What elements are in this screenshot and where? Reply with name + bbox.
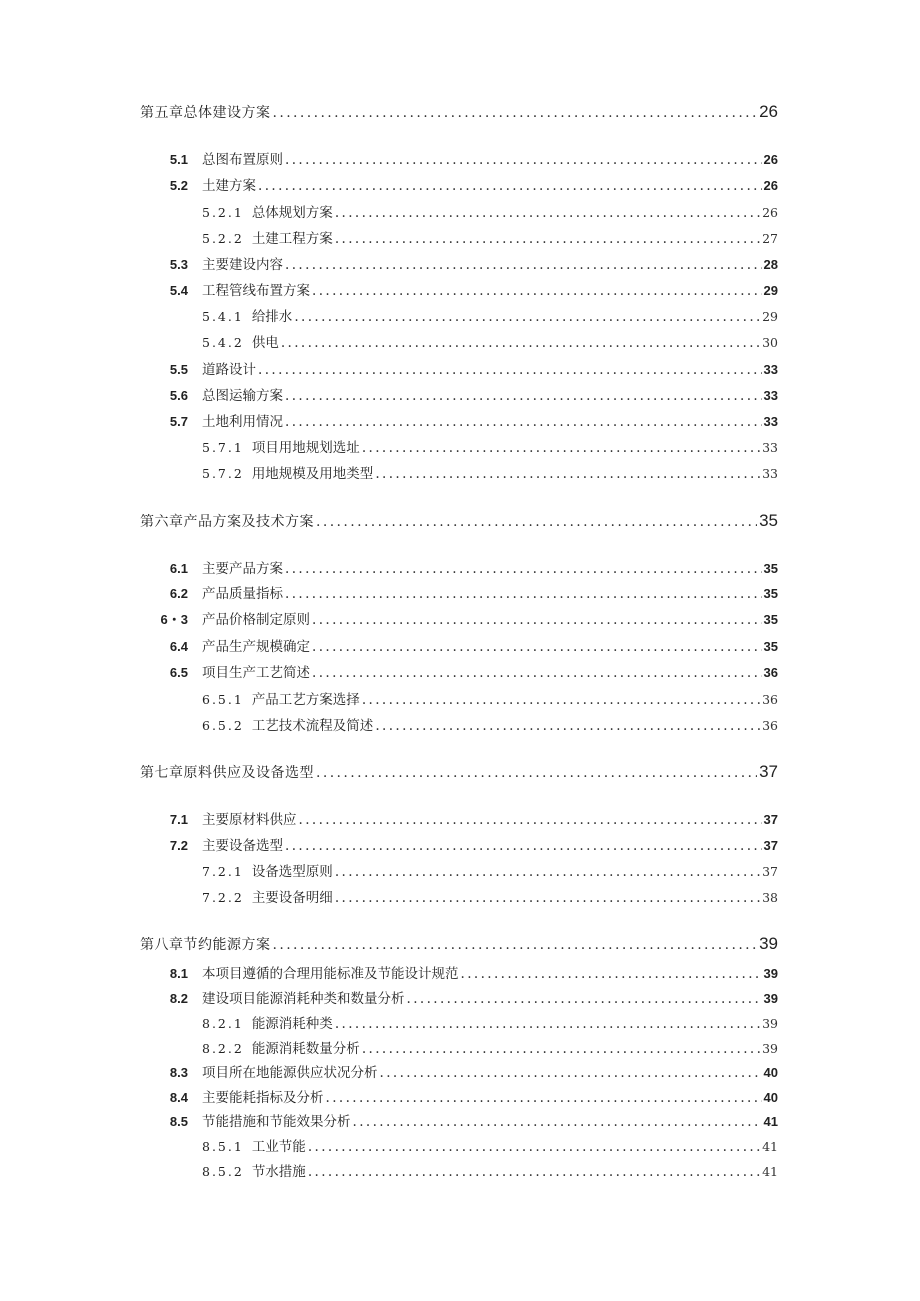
toc-entry-number: 8.2.1: [202, 1016, 244, 1031]
toc-dot-leader: [312, 283, 762, 299]
toc-entry-title: 给排水: [251, 309, 293, 325]
toc-subsection-entry[interactable]: [202, 1160, 778, 1180]
toc-entry-label: [140, 511, 314, 531]
toc-section-entry[interactable]: [140, 148, 778, 168]
toc-page-number: 39: [762, 1041, 778, 1056]
toc-entry-number: 5.2.2: [202, 231, 244, 246]
toc-page-number: 39: [763, 966, 778, 981]
toc-page-number: 37: [763, 812, 778, 827]
toc-entry-label: [140, 661, 310, 681]
toc-entry-title: 项目用地规划选址: [251, 440, 360, 456]
toc-entry-label: [140, 102, 271, 122]
toc-subsection-entry[interactable]: [202, 688, 778, 708]
toc-entry-label: [140, 384, 283, 404]
toc-page-number: 33: [762, 466, 778, 481]
toc-entry-title: 主要原材料供应: [202, 812, 297, 828]
toc-page-number: 41: [763, 1114, 778, 1129]
toc-entry-label: [140, 410, 283, 430]
toc-dot-leader: [407, 991, 762, 1007]
toc-entry-title: 建设项目能源消耗种类和数量分析: [202, 991, 405, 1007]
toc-page-number: 39: [759, 934, 778, 953]
toc-dot-leader: [312, 639, 762, 655]
toc-entry-title: 工业节能: [251, 1139, 306, 1155]
toc-page-number: 41: [762, 1139, 778, 1154]
toc-dot-leader: [335, 864, 760, 880]
toc-dot-leader: [281, 335, 760, 351]
toc-dot-leader: [312, 612, 762, 628]
toc-entry-label: [140, 174, 256, 194]
toc-entry-label: [140, 987, 405, 1007]
toc-dot-leader: [316, 765, 757, 781]
toc-page-number: 26: [762, 205, 778, 220]
toc-entry-number: 8.1: [169, 966, 188, 981]
toc-entry-label: [140, 148, 283, 168]
toc-page-number: 37: [762, 864, 778, 879]
toc-entry-title: 总图布置原则: [202, 152, 283, 168]
toc-entry-label: [202, 1037, 360, 1057]
toc-subsection-entry[interactable]: [202, 1135, 778, 1155]
toc-entry-title: 第六章产品方案及技术方案: [140, 514, 314, 530]
toc-subsection-entry[interactable]: [202, 886, 778, 906]
toc-entry-number: 5.1: [169, 152, 188, 167]
toc-page-number: 36: [762, 718, 778, 733]
toc-entry-number: 7.2: [169, 838, 188, 853]
toc-page-number: 37: [763, 838, 778, 853]
toc-entry-title: 供电: [251, 335, 279, 351]
toc-entry-title: 道路设计: [202, 362, 256, 378]
toc-entry-title: 第五章总体建设方案: [140, 105, 271, 121]
toc-entry-title: 主要产品方案: [202, 561, 283, 577]
toc-entry-title: 土建工程方案: [251, 231, 333, 247]
toc-subsection-entry[interactable]: [202, 305, 778, 325]
toc-entry-title: 工艺技术流程及简述: [251, 718, 374, 734]
toc-entry-number: 8.5.1: [202, 1139, 244, 1154]
toc-entry-label: [202, 436, 360, 456]
toc-subsection-entry[interactable]: [202, 331, 778, 351]
toc-subsection-entry[interactable]: [202, 462, 778, 482]
toc-entry-title: 能源消耗数量分析: [251, 1041, 360, 1057]
toc-entry-title: 第七章原料供应及设备选型: [140, 765, 314, 781]
toc-entry-number: 7.2.1: [202, 864, 244, 879]
toc-page-number: 27: [762, 231, 778, 246]
toc-entry-label: [140, 1110, 351, 1130]
toc-page-number: 26: [759, 102, 778, 121]
toc-entry-number: 8.2.2: [202, 1041, 244, 1056]
toc-page-number: 29: [762, 309, 778, 324]
toc-section-entry[interactable]: [140, 661, 778, 681]
toc-entry-number: 6・3: [160, 612, 188, 627]
toc-dot-leader: [335, 205, 760, 221]
toc-page-number: 35: [763, 561, 778, 576]
toc-dot-leader: [308, 1164, 760, 1180]
toc-chapter-entry[interactable]: [140, 102, 778, 122]
toc-dot-leader: [285, 414, 762, 430]
toc-entry-number: 8.3: [169, 1065, 188, 1080]
toc-subsection-entry[interactable]: [202, 1037, 778, 1057]
toc-entry-label: [140, 834, 283, 854]
toc-section-entry[interactable]: [140, 608, 778, 628]
toc-dot-leader: [335, 890, 760, 906]
toc-dot-leader: [353, 1114, 762, 1130]
toc-dot-leader: [362, 440, 760, 456]
toc-entry-title: 总图运输方案: [202, 388, 283, 404]
toc-entry-number: 8.5: [169, 1114, 188, 1129]
toc-dot-leader: [380, 1065, 762, 1081]
toc-page-number: 40: [763, 1090, 778, 1105]
toc-page-number: 36: [763, 665, 778, 680]
toc-page-number: 29: [763, 283, 778, 298]
toc-page-number: 33: [763, 388, 778, 403]
toc-entry-label: [140, 608, 310, 628]
toc-entry-label: [140, 1086, 324, 1106]
toc-page-number: 28: [763, 257, 778, 272]
toc-entry-label: [140, 358, 256, 378]
toc-entry-label: [140, 934, 271, 954]
toc-entry-label: [202, 688, 360, 708]
toc-dot-leader: [294, 309, 760, 325]
toc-entry-label: [140, 808, 297, 828]
toc-dot-leader: [285, 586, 762, 602]
toc-entry-number: 5.7: [169, 414, 188, 429]
toc-dot-leader: [335, 231, 760, 247]
toc-dot-leader: [299, 812, 762, 828]
toc-page-number: 33: [762, 440, 778, 455]
toc-entry-label: [140, 253, 283, 273]
toc-entry-label: [202, 1135, 306, 1155]
toc-dot-leader: [258, 178, 762, 194]
toc-section-entry[interactable]: [140, 1110, 778, 1130]
toc-section-entry[interactable]: [140, 582, 778, 602]
toc-dot-leader: [335, 1016, 760, 1032]
toc-dot-leader: [285, 561, 762, 577]
toc-entry-number: 7.2.2: [202, 890, 244, 905]
toc-entry-label: [140, 582, 283, 602]
toc-entry-number: 6.1: [169, 561, 188, 576]
toc-entry-title: 用地规模及用地类型: [251, 466, 374, 482]
toc-entry-label: [202, 462, 373, 482]
toc-entry-number: 5.7.1: [202, 440, 244, 455]
toc-entry-title: 节能措施和节能效果分析: [202, 1114, 351, 1130]
toc-section-entry[interactable]: [140, 834, 778, 854]
toc-entry-title: 产品质量指标: [202, 586, 283, 602]
toc-entry-number: 5.2.1: [202, 205, 244, 220]
toc-section-entry[interactable]: [140, 557, 778, 577]
toc-page-number: 35: [763, 639, 778, 654]
toc-entry-title: 第八章节约能源方案: [140, 937, 271, 953]
toc-entry-label: [202, 201, 333, 221]
toc-entry-number: 8.5.2: [202, 1164, 244, 1179]
toc-chapter-entry[interactable]: [140, 934, 778, 954]
toc-section-entry[interactable]: [140, 808, 778, 828]
toc-dot-leader: [285, 257, 762, 273]
toc-dot-leader: [308, 1139, 760, 1155]
toc-entry-title: 土建方案: [202, 178, 256, 194]
toc-page-number: 33: [763, 414, 778, 429]
toc-page-number: 38: [762, 890, 778, 905]
toc-entry-number: 8.2: [169, 991, 188, 1006]
toc-section-entry[interactable]: [140, 253, 778, 273]
toc-subsection-entry[interactable]: [202, 714, 778, 734]
toc-entry-title: 项目生产工艺简述: [202, 665, 310, 681]
toc-entry-label: [140, 962, 459, 982]
toc-entry-title: 产品工艺方案选择: [251, 692, 360, 708]
toc-entry-label: [202, 1012, 333, 1032]
toc-page-number: 40: [763, 1065, 778, 1080]
toc-dot-leader: [312, 665, 762, 681]
toc-entry-label: [202, 886, 333, 906]
toc-subsection-entry[interactable]: [202, 860, 778, 880]
toc-page-number: 36: [762, 692, 778, 707]
toc-subsection-entry[interactable]: [202, 201, 778, 221]
toc-section-entry[interactable]: [140, 987, 778, 1007]
toc-entry-label: [202, 331, 279, 351]
toc-dot-leader: [316, 514, 757, 530]
toc-entry-title: 设备选型原则: [251, 864, 333, 880]
toc-entry-title: 项目所在地能源供应状况分析: [202, 1065, 378, 1081]
toc-entry-title: 能源消耗种类: [251, 1016, 333, 1032]
toc-dot-leader: [285, 838, 762, 854]
toc-entry-number: 7.1: [169, 812, 188, 827]
toc-page-number: 39: [762, 1016, 778, 1031]
toc-page-number: 35: [763, 586, 778, 601]
toc-entry-label: [140, 279, 310, 299]
toc-entry-number: 6.5.2: [202, 718, 244, 733]
toc-entry-title: 主要建设内容: [202, 257, 283, 273]
toc-entry-label: [202, 714, 373, 734]
toc-entry-number: 5.7.2: [202, 466, 244, 481]
toc-section-entry[interactable]: [140, 358, 778, 378]
toc-dot-leader: [273, 105, 758, 121]
toc-entry-title: 主要能耗指标及分析: [202, 1090, 324, 1106]
toc-entry-number: 8.4: [169, 1090, 188, 1105]
toc-entry-label: [202, 305, 292, 325]
toc-entry-number: 5.2: [169, 178, 188, 193]
toc-section-entry[interactable]: [140, 1086, 778, 1106]
toc-page-number: 26: [763, 152, 778, 167]
toc-section-entry[interactable]: [140, 635, 778, 655]
toc-subsection-entry[interactable]: [202, 436, 778, 456]
toc-entry-number: 5.5: [169, 362, 188, 377]
toc-section-entry[interactable]: [140, 1061, 778, 1081]
toc-subsection-entry[interactable]: [202, 227, 778, 247]
toc-entry-title: 总体规划方案: [251, 205, 333, 221]
toc-section-entry[interactable]: [140, 384, 778, 404]
toc-page-number: 35: [759, 511, 778, 530]
toc-subsection-entry[interactable]: [202, 1012, 778, 1032]
toc-entry-title: 工程管线布置方案: [202, 283, 310, 299]
toc-dot-leader: [273, 937, 758, 953]
toc-entry-title: 主要设备明细: [251, 890, 333, 906]
toc-dot-leader: [362, 692, 760, 708]
toc-dot-leader: [258, 362, 762, 378]
toc-entry-title: 产品价格制定原则: [202, 612, 310, 628]
toc-page-number: 39: [763, 991, 778, 1006]
toc-entry-label: [140, 635, 310, 655]
toc-entry-title: 产品生产规模确定: [202, 639, 310, 655]
toc-dot-leader: [285, 152, 762, 168]
toc-section-entry[interactable]: [140, 962, 778, 982]
toc-page-number: 33: [763, 362, 778, 377]
toc-entry-number: 6.4: [169, 639, 188, 654]
toc-dot-leader: [362, 1041, 760, 1057]
toc-chapter-entry[interactable]: [140, 762, 778, 782]
toc-dot-leader: [375, 718, 760, 734]
toc-page-number: 35: [763, 612, 778, 627]
toc-entry-number: 5.4.2: [202, 335, 244, 350]
toc-entry-title: 本项目遵循的合理用能标准及节能设计规范: [202, 966, 459, 982]
toc-entry-number: 6.2: [169, 586, 188, 601]
toc-section-entry[interactable]: [140, 174, 778, 194]
toc-entry-label: [202, 1160, 306, 1180]
toc-page-number: 26: [763, 178, 778, 193]
toc-dot-leader: [461, 966, 762, 982]
toc-section-entry[interactable]: [140, 279, 778, 299]
toc-dot-leader: [375, 466, 760, 482]
toc-entry-label: [140, 762, 314, 782]
toc-entry-number: 5.3: [169, 257, 188, 272]
toc-dot-leader: [326, 1090, 762, 1106]
toc-entry-number: 5.4.1: [202, 309, 244, 324]
toc-entry-number: 5.6: [169, 388, 188, 403]
toc-page-number: 41: [762, 1164, 778, 1179]
toc-chapter-entry[interactable]: [140, 511, 778, 531]
toc-entry-title: 土地利用情况: [202, 414, 283, 430]
toc-entry-title: 节水措施: [251, 1164, 306, 1180]
toc-page-number: 37: [759, 762, 778, 781]
toc-entry-label: [140, 1061, 378, 1081]
toc-dot-leader: [285, 388, 762, 404]
toc-page-number: 30: [762, 335, 778, 350]
toc-section-entry[interactable]: [140, 410, 778, 430]
toc-entry-label: [202, 860, 333, 880]
toc-entry-title: 主要设备选型: [202, 838, 283, 854]
toc-entry-number: 5.4: [169, 283, 188, 298]
toc-entry-label: [202, 227, 333, 247]
toc-entry-label: [140, 557, 283, 577]
toc-entry-number: 6.5.1: [202, 692, 244, 707]
toc-entry-number: 6.5: [169, 665, 188, 680]
